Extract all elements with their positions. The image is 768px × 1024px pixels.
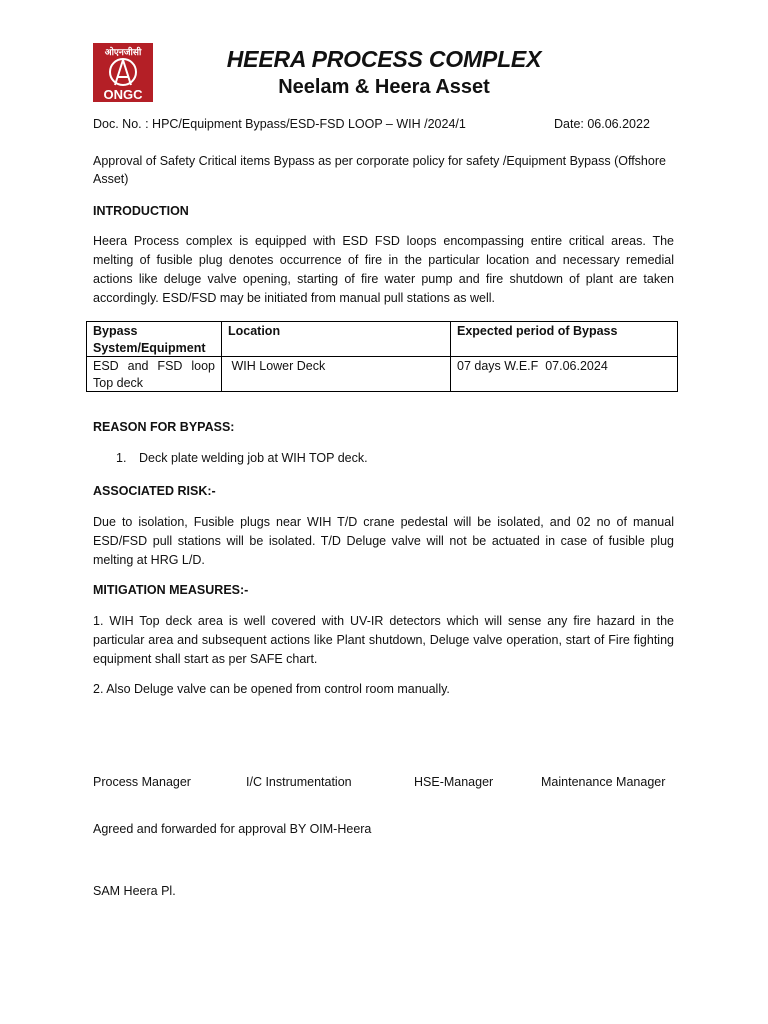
logo-hindi-text: ओएनजीसी <box>104 48 142 58</box>
signatory-hse-manager: HSE-Manager <box>414 775 494 789</box>
ongc-emblem-icon <box>93 43 153 102</box>
mitigation-item: 1. WIH Top deck area is well covered with UV-IR detectors which will sense any fire hazard in the particular area and subsequent actions like Plant shutdown, Deluge valve operation, start of Fire fighting equipment shall start as per SAFE chart. <box>93 614 674 666</box>
table-header-cell: Bypass System/Equipment <box>87 322 222 357</box>
doc-date: Date: 06.06.2022 <box>554 117 650 131</box>
mitigation-heading: MITIGATION MEASURES:- <box>93 583 249 597</box>
table-row <box>87 357 678 392</box>
document-title: HEERA PROCESS COMPLEX <box>226 46 542 72</box>
ongc-logo <box>93 43 153 102</box>
table-header-cell: Expected period of Bypass <box>451 322 678 357</box>
reason-heading: REASON FOR BYPASS: <box>93 420 235 434</box>
introduction-body: Heera Process complex is equipped with ESD FSD loops encompassing entire critical areas. The melting of fusible plug denotes occurrence of fire in the particular location and necessary remedial actions like deluge valve opening, starting of fire water pump and fire shutdown of plant are taken accordingly. ESD/FSD may be initiated from manual pull stations as well. <box>93 234 674 305</box>
approval-line: Approval of Safety Critical items Bypass as per corporate policy for safety /Equipment Bypass (Offshore Asset) <box>93 154 666 186</box>
risk-body: Due to isolation, Fusible plugs near WIH T/D crane pedestal will be isolated, and 02 no of manual ESD/FSD pull stations will be isolated. T/D Deluge valve will not be actuated in case of fusible plug melting at HRG L/D. <box>93 515 674 567</box>
signatory-process-manager: Process Manager <box>93 775 191 789</box>
risk-heading: ASSOCIATED RISK:- <box>93 484 216 498</box>
agreed-line: Agreed and forwarded for approval BY OIM-Heera <box>93 822 372 836</box>
document-subtitle: Neelam & Heera Asset <box>278 76 490 98</box>
signatory-ic-instrumentation: I/C Instrumentation <box>246 775 352 789</box>
signatory-maintenance-manager: Maintenance Manager <box>541 775 666 789</box>
table-cell: WIH Lower Deck <box>222 357 451 392</box>
table-cell: 07 days W.E.F 07.06.2024 <box>451 357 678 392</box>
mitigation-item: 2. Also Deluge valve can be opened from control room manually. <box>93 682 450 696</box>
reason-item-text: Deck plate welding job at WIH TOP deck. <box>139 451 368 465</box>
reason-item-number: 1. <box>116 451 127 465</box>
sam-line: SAM Heera Pl. <box>93 884 176 898</box>
bypass-table <box>86 321 678 392</box>
doc-number: Doc. No. : HPC/Equipment Bypass/ESD-FSD LOOP – WIH /2024/1 <box>93 117 466 131</box>
table-cell: ESD and FSD loop Top deck <box>87 357 222 392</box>
logo-ongc-text: ONGC <box>103 87 143 102</box>
table-header-row <box>87 322 678 357</box>
introduction-heading: INTRODUCTION <box>93 204 189 218</box>
table-header-cell: Location <box>222 322 451 357</box>
